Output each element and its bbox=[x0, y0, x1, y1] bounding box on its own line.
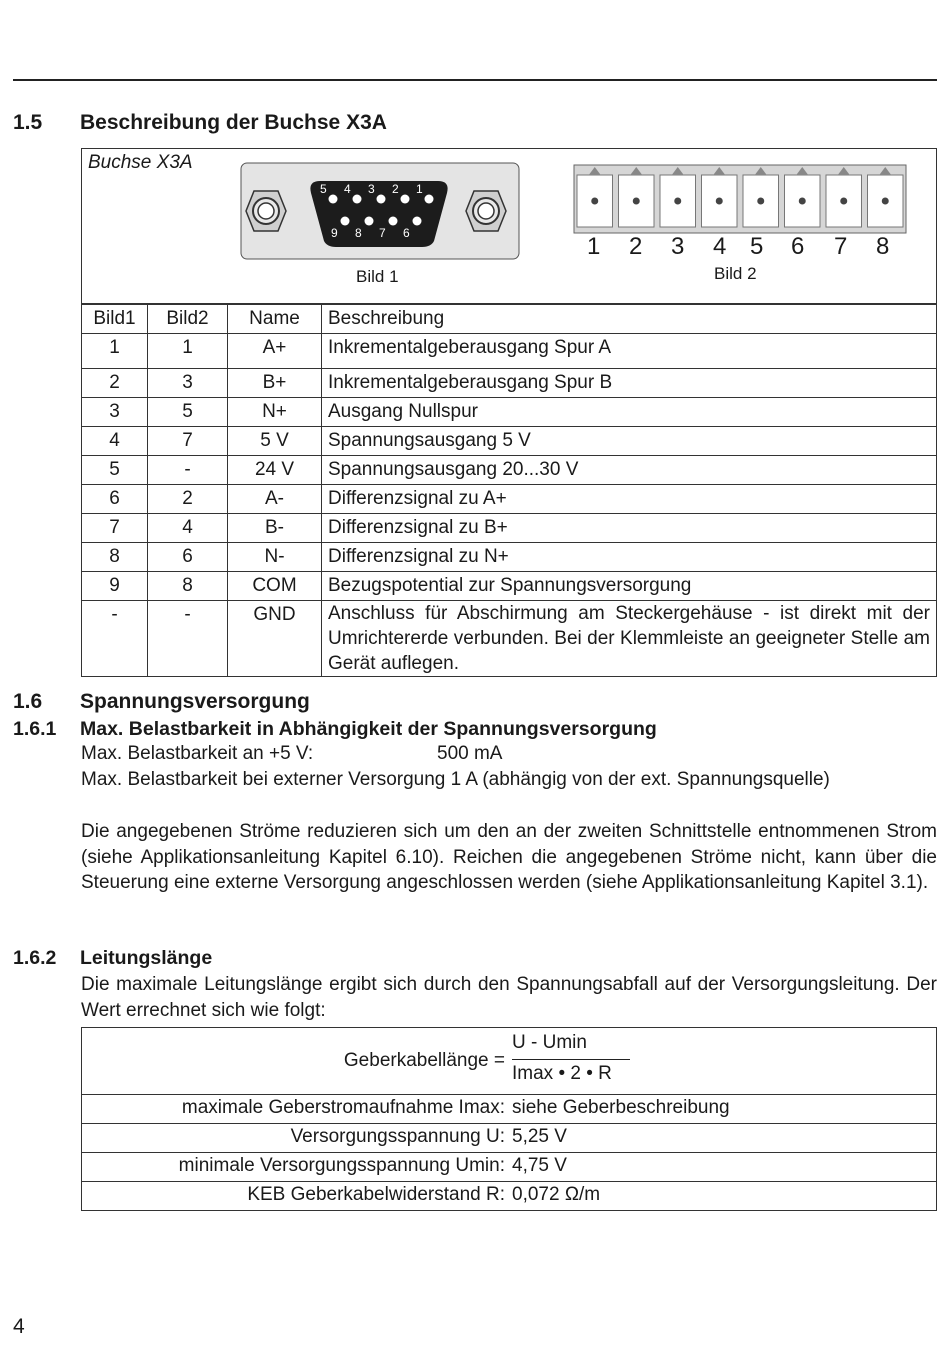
figure-label: Buchse X3A bbox=[88, 152, 193, 173]
formula-row bbox=[82, 1028, 936, 1094]
table-row bbox=[82, 369, 937, 398]
dsub-connector-drawing bbox=[240, 159, 526, 263]
cell-bild1: 8 bbox=[82, 543, 148, 572]
table-header-row bbox=[82, 305, 937, 334]
parameter-row bbox=[82, 1152, 936, 1181]
pin-assignment-table bbox=[81, 304, 937, 677]
section-number: 1.6.2 bbox=[13, 947, 57, 969]
load-line-5v-label: Max. Belastbarkeit an +5 V: bbox=[81, 743, 314, 764]
dsub-pin-label: 3 bbox=[368, 182, 375, 196]
cell-description: Spannungsausgang 20...30 V bbox=[322, 456, 937, 485]
cell-bild1: 7 bbox=[82, 514, 148, 543]
cell-description: Differenzsignal zu A+ bbox=[322, 485, 937, 514]
current-paragraph: Die angegebenen Ströme reduzieren sich um den an der zweiten Schnittstelle entnommenen Strom (siehe Applikationsanleitung Kapitel 6.10). Reichen die angegebenen Ströme nicht, kann über die Steuerung eine externe Versorgung angeschlossen werden (siehe Applikationsanleitung Kapitel 3.1). bbox=[81, 821, 937, 893]
formula-lhs: Geberkabellänge = bbox=[343, 1050, 505, 1071]
terminal-pin-label: 7 bbox=[834, 233, 848, 260]
dsub-pin-label: 7 bbox=[379, 226, 386, 240]
dsub-pin-label: 1 bbox=[416, 182, 423, 196]
dsub-pin-label: 2 bbox=[392, 182, 399, 196]
parameter-row bbox=[82, 1094, 936, 1123]
dsub-pin-label: 4 bbox=[344, 182, 351, 196]
section-number: 1.5 bbox=[13, 111, 43, 134]
terminal-block-drawing bbox=[572, 161, 908, 237]
cell-bild1: 4 bbox=[82, 427, 148, 456]
column-header: Bild2 bbox=[148, 305, 228, 334]
bild2-caption: Bild 2 bbox=[714, 264, 757, 283]
terminal-pin-label: 4 bbox=[713, 233, 727, 260]
section-title: Spannungsversorgung bbox=[80, 690, 310, 713]
terminal-screw bbox=[716, 198, 723, 205]
cell-bild1: 1 bbox=[82, 334, 148, 369]
dsub-pin-label: 8 bbox=[355, 226, 362, 240]
table-row bbox=[82, 485, 937, 514]
terminal-pin-label: 1 bbox=[587, 233, 601, 260]
dsub-pin-label: 9 bbox=[331, 226, 338, 240]
cell-name: N+ bbox=[228, 398, 322, 427]
cell-name: 24 V bbox=[228, 456, 322, 485]
cell-description: Ausgang Nullspur bbox=[322, 398, 937, 427]
header-rule bbox=[13, 79, 937, 81]
terminal-pin-numbers bbox=[572, 233, 908, 263]
cell-bild2: - bbox=[148, 456, 228, 485]
table-row bbox=[82, 572, 937, 601]
dsub-pin-label: 6 bbox=[403, 226, 410, 240]
cell-name: A+ bbox=[228, 334, 322, 369]
cell-name: N- bbox=[228, 543, 322, 572]
page-number: 4 bbox=[13, 1315, 25, 1338]
terminal-pin-label: 5 bbox=[750, 233, 764, 260]
terminal-screw bbox=[591, 198, 598, 205]
cell-bild2: 7 bbox=[148, 427, 228, 456]
load-line-external: Max. Belastbarkeit bei externer Versorgung 1 A (abhängig von der ext. Spannungsquelle) bbox=[81, 769, 830, 790]
cell-bild1: 2 bbox=[82, 369, 148, 398]
cell-bild1: - bbox=[82, 601, 148, 677]
formula-numerator: U - Umin bbox=[512, 1032, 587, 1053]
parameter-value: 5,25 V bbox=[512, 1126, 567, 1147]
cell-description: Differenzsignal zu N+ bbox=[322, 543, 937, 572]
section-number: 1.6.1 bbox=[13, 718, 57, 740]
section-title: Max. Belastbarkeit in Abhängigkeit der Spannungsversorgung bbox=[80, 718, 657, 740]
parameter-label: KEB Geberkabelwiderstand R: bbox=[247, 1184, 505, 1205]
cell-bild2: 8 bbox=[148, 572, 228, 601]
cell-description: Spannungsausgang 5 V bbox=[322, 427, 937, 456]
dsub-pin-label: 5 bbox=[320, 182, 327, 196]
cell-bild2: - bbox=[148, 601, 228, 677]
cell-name: B- bbox=[228, 514, 322, 543]
cell-name: GND bbox=[228, 601, 322, 677]
cell-bild2: 4 bbox=[148, 514, 228, 543]
terminal-pin-label: 8 bbox=[876, 233, 890, 260]
cell-bild1: 5 bbox=[82, 456, 148, 485]
column-header: Beschreibung bbox=[322, 305, 937, 334]
formula-denominator: Imax • 2 • R bbox=[512, 1063, 612, 1084]
connector-figure bbox=[81, 148, 937, 304]
parameter-label: Versorgungsspannung U: bbox=[290, 1126, 505, 1147]
terminal-pin-label: 2 bbox=[629, 233, 643, 260]
table-row bbox=[82, 514, 937, 543]
terminal-pin-label: 3 bbox=[671, 233, 685, 260]
parameter-value: 0,072 Ω/m bbox=[512, 1184, 601, 1205]
cell-name: B+ bbox=[228, 369, 322, 398]
parameter-row bbox=[82, 1123, 936, 1152]
cell-description: Inkrementalgeberausgang Spur A bbox=[322, 334, 937, 369]
formula-table bbox=[81, 1027, 937, 1211]
cell-bild2: 5 bbox=[148, 398, 228, 427]
cell-bild2: 1 bbox=[148, 334, 228, 369]
terminal-screw bbox=[840, 198, 847, 205]
cable-length-paragraph: Die maximale Leitungslänge ergibt sich durch den Spannungsabfall auf der Versorgungsleitung. Der Wert errechnet sich wie folgt: bbox=[81, 974, 937, 1021]
parameter-row bbox=[82, 1181, 936, 1210]
terminal-screw bbox=[674, 198, 681, 205]
terminal-screw bbox=[799, 198, 806, 205]
terminal-screw bbox=[633, 198, 640, 205]
cell-description: Differenzsignal zu B+ bbox=[322, 514, 937, 543]
table-row bbox=[82, 601, 937, 677]
terminal-screw bbox=[882, 198, 889, 205]
parameter-label: maximale Geberstromaufnahme Imax: bbox=[181, 1097, 505, 1118]
fraction-bar bbox=[512, 1059, 630, 1060]
table-row bbox=[82, 334, 937, 369]
cell-description: Bezugspotential zur Spannungsversorgung bbox=[322, 572, 937, 601]
cell-bild1: 6 bbox=[82, 485, 148, 514]
cell-name: COM bbox=[228, 572, 322, 601]
cell-description: Inkrementalgeberausgang Spur B bbox=[322, 369, 937, 398]
cell-description: Anschluss für Abschirmung am Steckergehäuse - ist direkt mit der Umrichtererde verbunden. Bei der Klemmleiste an geeigneter Stelle am Gerät auflegen. bbox=[322, 601, 937, 677]
cell-name: A- bbox=[228, 485, 322, 514]
section-title: Leitungslänge bbox=[80, 947, 213, 969]
terminal-pin-label: 6 bbox=[791, 233, 805, 260]
load-line-5v-value: 500 mA bbox=[437, 743, 503, 764]
table-row bbox=[82, 427, 937, 456]
parameter-label: minimale Versorgungsspannung Umin: bbox=[178, 1155, 505, 1176]
table-row bbox=[82, 543, 937, 572]
table-row bbox=[82, 456, 937, 485]
column-header: Bild1 bbox=[82, 305, 148, 334]
cell-name: 5 V bbox=[228, 427, 322, 456]
section-title: Beschreibung der Buchse X3A bbox=[80, 111, 387, 134]
bild1-caption: Bild 1 bbox=[356, 267, 399, 286]
parameter-value: 4,75 V bbox=[512, 1155, 567, 1176]
cell-bild2: 3 bbox=[148, 369, 228, 398]
column-header: Name bbox=[228, 305, 322, 334]
cell-bild1: 9 bbox=[82, 572, 148, 601]
table-row bbox=[82, 398, 937, 427]
parameter-value: siehe Geberbeschreibung bbox=[512, 1097, 730, 1118]
terminal-screw bbox=[757, 198, 764, 205]
cell-bild1: 3 bbox=[82, 398, 148, 427]
cell-bild2: 6 bbox=[148, 543, 228, 572]
cell-bild2: 2 bbox=[148, 485, 228, 514]
section-number: 1.6 bbox=[13, 690, 43, 713]
